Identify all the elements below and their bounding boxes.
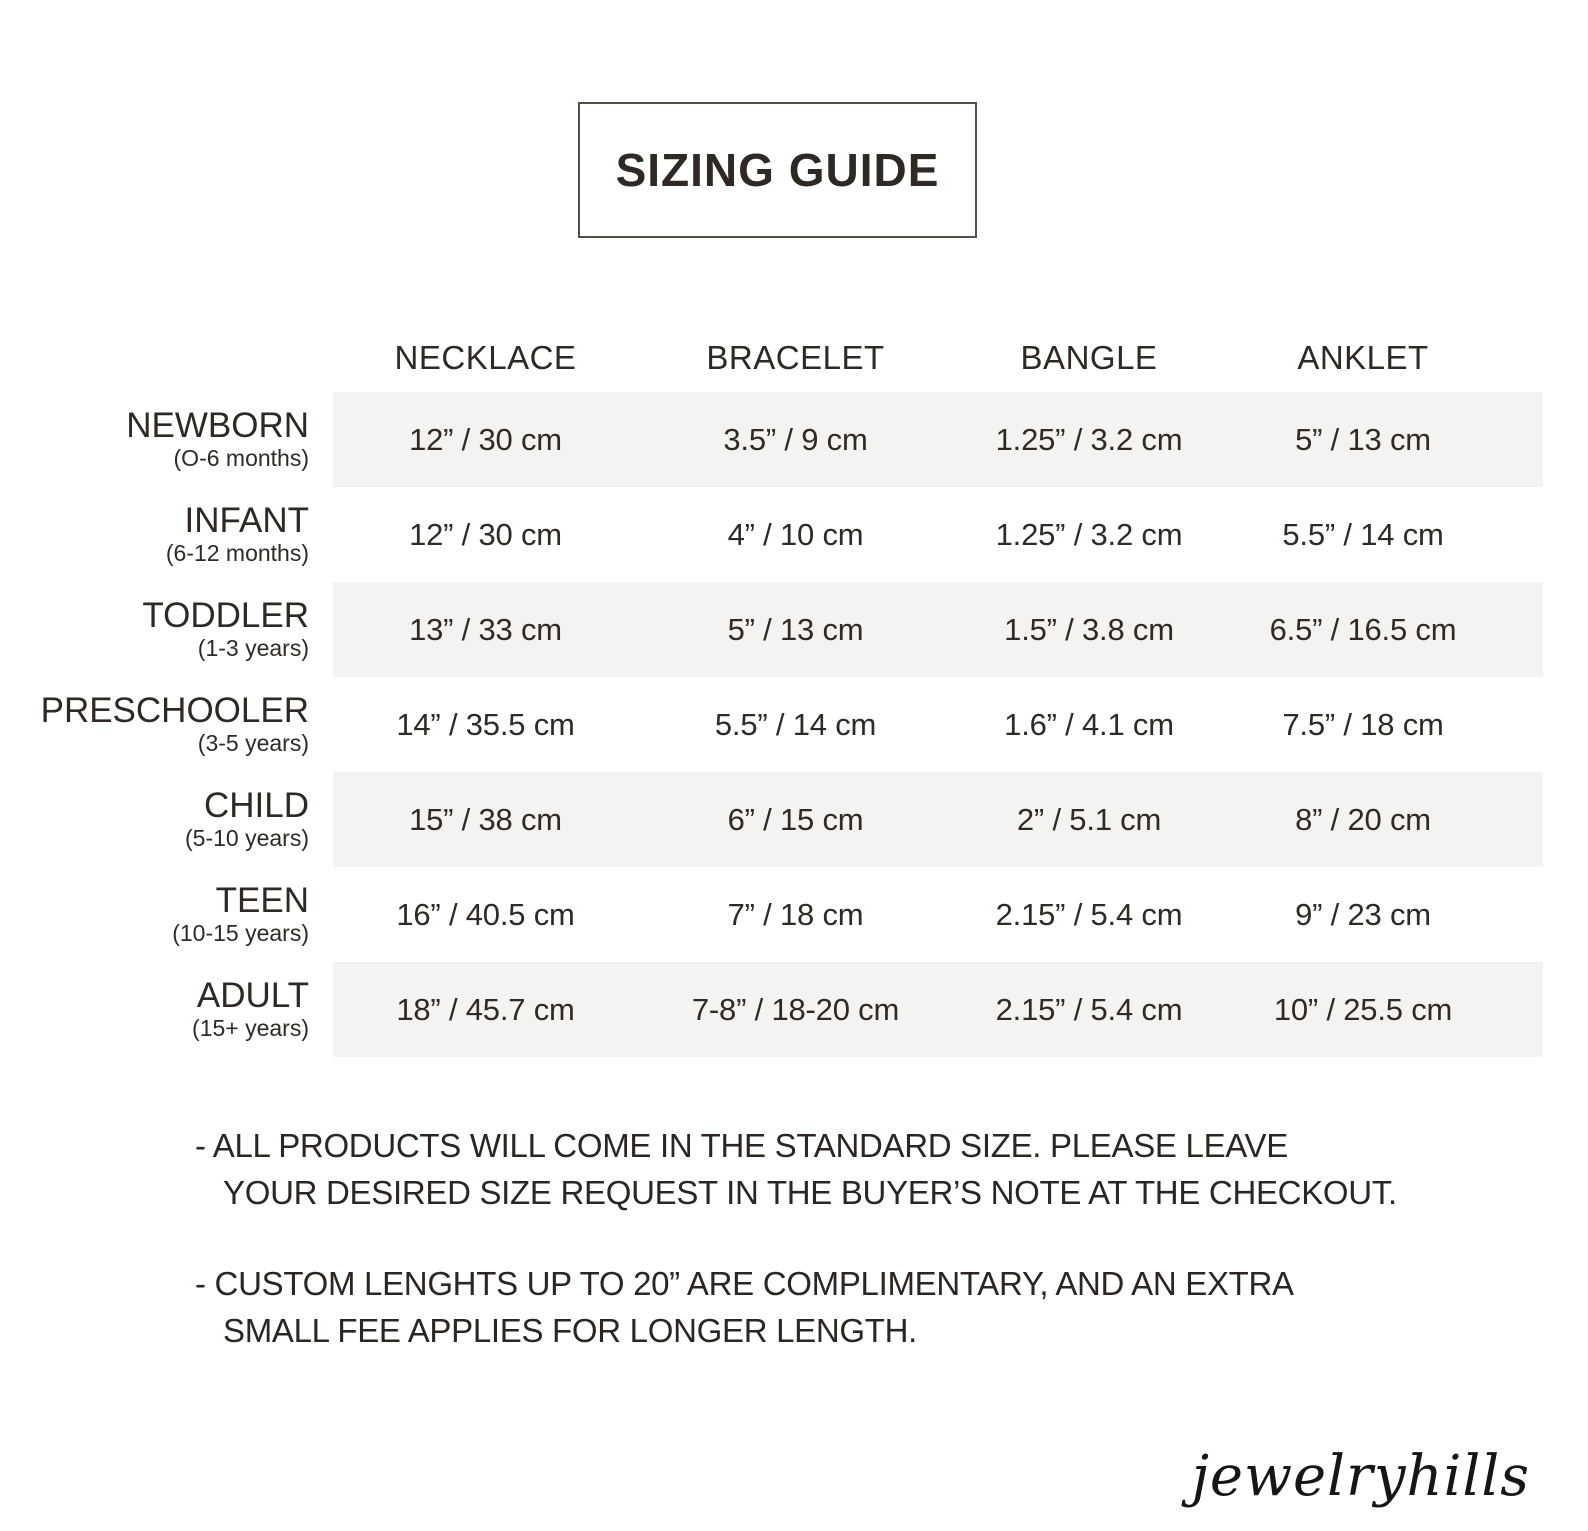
row-label-infant xyxy=(115,487,333,582)
note-line: YOUR DESIRED SIZE REQUEST IN THE BUYER’S NOTE AT THE CHECKOUT. xyxy=(223,1174,1397,1211)
size-cell: 1.6” / 4.1 cm xyxy=(1004,706,1174,742)
row-label-newborn xyxy=(115,392,333,487)
row-label-toddler xyxy=(115,582,333,677)
size-cell: 10” / 25.5 cm xyxy=(1225,962,1543,1057)
row-label-name: PRESCHOOLER xyxy=(40,690,309,730)
size-cell: 2.15” / 5.4 cm xyxy=(995,896,1183,932)
row-label-age-range: (6-12 months) xyxy=(165,539,309,566)
row-label-age-range: (3-5 years) xyxy=(197,729,309,756)
size-table xyxy=(40,323,1543,1057)
size-cell: 5.5” / 14 cm xyxy=(1282,516,1444,552)
page-title: SIZING GUIDE xyxy=(615,144,940,196)
row-label-age-range: (5-10 years) xyxy=(185,824,309,851)
row-label-preschooler xyxy=(40,677,333,772)
notes-section xyxy=(195,1122,1445,1398)
size-cell: 7” / 18 cm xyxy=(727,896,864,932)
size-cell: 4” / 10 cm xyxy=(727,516,864,552)
column-header-bracelet: BRACELET xyxy=(706,338,885,376)
size-cell: 7.5” / 18 cm xyxy=(1282,706,1444,742)
row-label-adult xyxy=(115,962,333,1057)
size-cell: 13” / 33 cm xyxy=(333,582,638,677)
column-header-necklace: NECKLACE xyxy=(394,338,577,376)
size-cell: 5.5” / 14 cm xyxy=(714,706,877,742)
size-cell: 6.5” / 16.5 cm xyxy=(1225,582,1543,677)
size-cell: 6” / 15 cm xyxy=(638,772,953,867)
size-cell: 12” / 30 cm xyxy=(333,392,638,487)
row-label-child xyxy=(115,772,333,867)
row-label-age-range: (15+ years) xyxy=(192,1014,309,1041)
note-custom-length xyxy=(195,1260,1445,1354)
row-label-name: NEWBORN xyxy=(126,405,309,445)
size-cell: 12” / 30 cm xyxy=(409,516,562,552)
title-box xyxy=(578,102,977,238)
note-line: SMALL FEE APPLIES FOR LONGER LENGTH. xyxy=(223,1312,918,1349)
row-label-name: TODDLER xyxy=(142,595,309,635)
size-cell: 14” / 35.5 cm xyxy=(396,706,575,742)
size-cell: 8” / 20 cm xyxy=(1225,772,1543,867)
size-cell: 2.15” / 5.4 cm xyxy=(953,962,1225,1057)
note-standard-size xyxy=(195,1122,1445,1216)
note-line: - CUSTOM LENGHTS UP TO 20” ARE COMPLIMENTARY, AND AN EXTRA xyxy=(195,1265,1294,1302)
size-cell: 1.25” / 3.2 cm xyxy=(953,392,1225,487)
row-label-age-range: (10-15 years) xyxy=(172,919,309,946)
size-cell: 3.5” / 9 cm xyxy=(638,392,953,487)
row-label-name: TEEN xyxy=(215,880,309,920)
column-header-anklet: ANKLET xyxy=(1297,338,1429,376)
size-cell: 18” / 45.7 cm xyxy=(333,962,638,1057)
note-line: - ALL PRODUCTS WILL COME IN THE STANDARD SIZE. PLEASE LEAVE xyxy=(195,1127,1288,1164)
size-cell: 7-8” / 18-20 cm xyxy=(638,962,953,1057)
size-cell: 2” / 5.1 cm xyxy=(953,772,1225,867)
row-label-name: INFANT xyxy=(184,500,309,540)
size-cell: 5” / 13 cm xyxy=(638,582,953,677)
size-cell: 1.5” / 3.8 cm xyxy=(953,582,1225,677)
size-cell: 1.25” / 3.2 cm xyxy=(995,516,1183,552)
brand-logo: jewelryhills xyxy=(1191,1444,1530,1509)
column-header-bangle: BANGLE xyxy=(1020,338,1158,376)
row-label-name: ADULT xyxy=(196,975,309,1015)
table-corner xyxy=(115,323,333,392)
size-cell: 9” / 23 cm xyxy=(1295,896,1431,932)
row-label-age-range: (O-6 months) xyxy=(173,444,309,471)
row-label-age-range: (1-3 years) xyxy=(197,634,309,661)
size-cell: 5” / 13 cm xyxy=(1225,392,1543,487)
row-label-teen xyxy=(115,867,333,962)
row-label-name: CHILD xyxy=(203,785,309,825)
size-cell: 15” / 38 cm xyxy=(333,772,638,867)
size-cell: 16” / 40.5 cm xyxy=(396,896,575,932)
